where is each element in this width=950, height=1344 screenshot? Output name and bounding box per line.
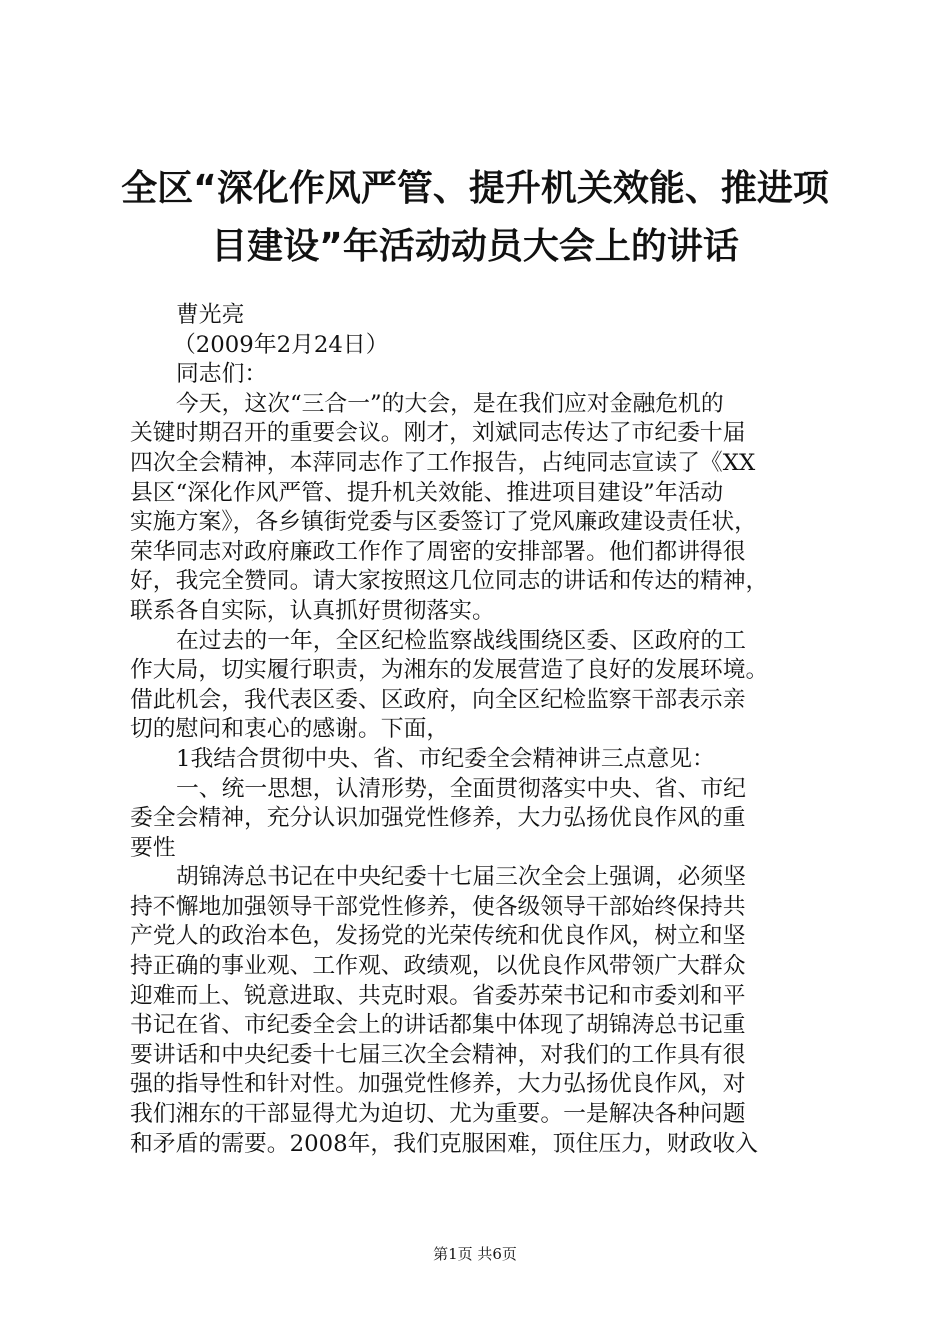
paragraph-line: 要讲话和中央纪委十七届三次全会精神，对我们的工作具有很 — [130, 1041, 746, 1068]
paragraph-line: 借此机会，我代表区委、区政府，向全区纪检监察干部表示亲 — [130, 686, 746, 713]
paragraph-line: 联系各自实际，认真抓好贯彻落实。 — [130, 597, 495, 624]
title-line-2: 目建设”年活动动员大会上的讲话 — [211, 226, 739, 267]
paragraph-line: 产党人的政治本色，发扬党的光荣传统和优良作风，树立和坚 — [130, 923, 746, 950]
title-line-1: 全区“深化作风严管、提升机关效能、推进项 — [121, 168, 829, 209]
paragraph-line: 荣华同志对政府廉政工作作了周密的安排部署。他们都讲得很 — [130, 538, 746, 565]
paragraph-line: 在过去的一年，全区纪检监察战线围绕区委、区政府的工 — [176, 627, 746, 654]
paragraph-line: 迎难而上、锐意进取、共克时艰。省委苏荣书记和市委刘和平 — [130, 982, 746, 1009]
section-heading-line: 要性 — [130, 834, 176, 861]
paragraph-line: 胡锦涛总书记在中央纪委十七届三次全会上强调，必须坚 — [176, 864, 746, 891]
paragraph-line: 持不懈地加强领导干部党性修养，使各级领导干部始终保持共 — [130, 893, 746, 920]
date-line: （2009年2月24日） — [173, 331, 389, 358]
paragraph-line: 持正确的事业观、工作观、政绩观，以优良作风带领广大群众 — [130, 953, 746, 980]
paragraph-line: 书记在省、市纪委全会上的讲话都集中体现了胡锦涛总书记重 — [130, 1012, 746, 1039]
page-number: 第1页 共6页 — [433, 1245, 517, 1263]
paragraph-line: 好，我完全赞同。请大家按照这几位同志的讲话和传达的精神， — [130, 568, 769, 595]
paragraph-line: 强的指导性和针对性。加强党性修养，大力弘扬优良作风，对 — [130, 1071, 746, 1098]
paragraph-line: 我们湘东的干部显得尤为迫切、尤为重要。一是解决各种问题 — [130, 1101, 746, 1128]
author-line: 曹光亮 — [176, 302, 245, 328]
paragraph-line: 1我结合贯彻中央、省、市纪委全会精神讲三点意见： — [176, 745, 715, 772]
paragraph-line: 关键时期召开的重要会议。刚才，刘斌同志传达了市纪委十届 — [130, 420, 746, 447]
document-title — [120, 160, 830, 276]
paragraph-line: 实施方案》，各乡镇街党委与区委签订了党风廉政建设责任状， — [130, 509, 757, 536]
section-heading-line: 委全会精神，充分认识加强党性修养，大力弘扬优良作风的重 — [130, 805, 746, 832]
paragraph-line: 县区“深化作风严管、提升机关效能、推进项目建设”年活动 — [130, 479, 724, 506]
paragraph-line: 和矛盾的需要。2008年，我们克服困难，顶住压力，财政收入 — [130, 1130, 758, 1157]
paragraph-line: 作大局，切实履行职责，为湘东的发展营造了良好的发展环境。 — [130, 657, 769, 684]
paragraph-line: 今天，这次“三合一”的大会，是在我们应对金融危机的 — [176, 390, 724, 417]
document-body — [130, 301, 830, 1159]
paragraph-line: 四次全会精神，本萍同志作了工作报告，占纯同志宣读了《XX — [130, 449, 756, 476]
greeting-line: 同志们： — [176, 361, 268, 388]
paragraph-line: 切的慰问和衷心的感谢。下面， — [130, 716, 450, 743]
page-footer — [0, 1244, 950, 1264]
section-heading-line: 一、统一思想，认清形势，全面贯彻落实中央、省、市纪 — [176, 775, 746, 802]
